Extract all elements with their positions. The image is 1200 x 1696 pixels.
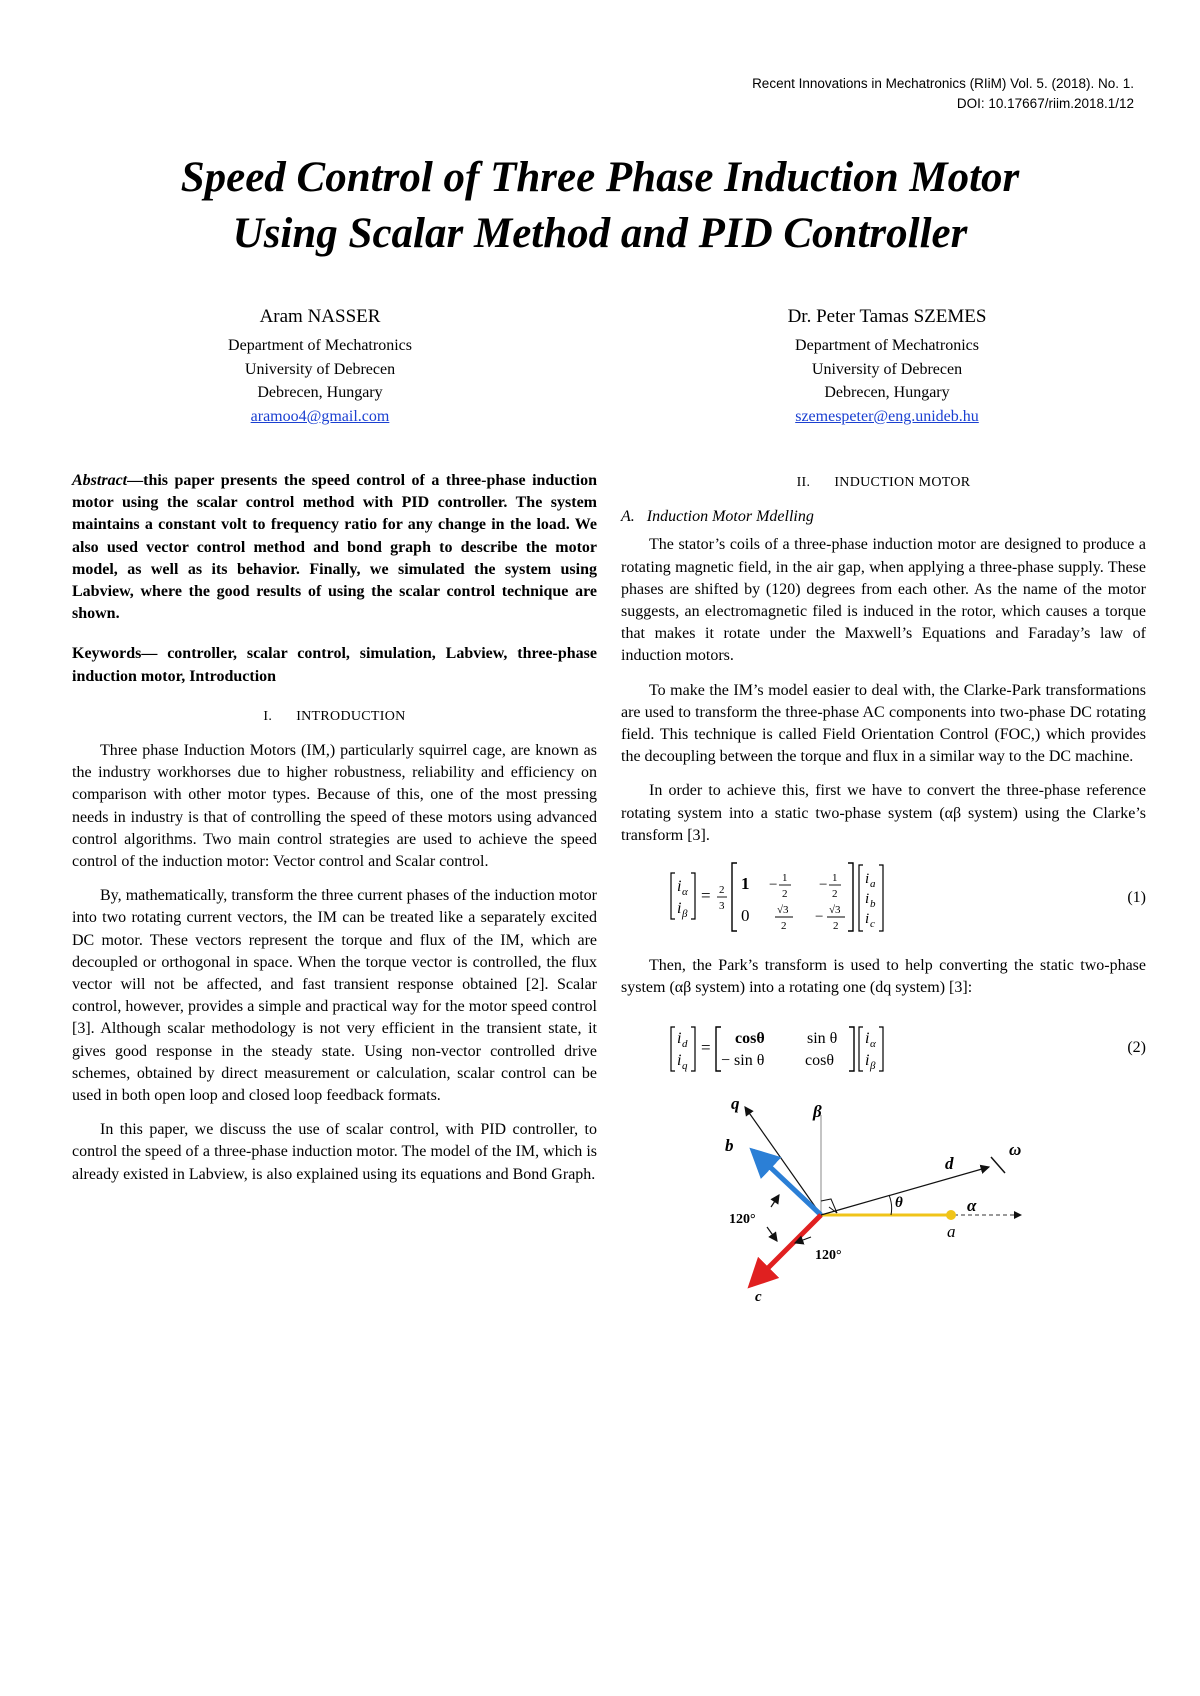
- b-axis: [753, 1151, 821, 1215]
- svg-text:√3: √3: [777, 904, 789, 917]
- label-c: c: [755, 1289, 762, 1306]
- svg-text:i: i: [677, 900, 682, 918]
- journal-line: Recent Innovations in Mechatronics (RIiM) Vol. 5. (2018). No. 1.: [752, 76, 1134, 91]
- doi-line: DOI: 10.17667/riim.2018.1/12: [956, 96, 1134, 111]
- svg-text:i: i: [865, 891, 870, 908]
- svg-text:− sin θ: − sin θ: [721, 1052, 765, 1070]
- svg-text:2: 2: [832, 888, 838, 901]
- svg-text:2: 2: [719, 884, 725, 897]
- paragraph: Three phase Induction Motors (IM,) particularly squirrel cage, are known as the industry workhorses due to higher robustness, reliability and efficiency on comparison with other motor types. Because of this, one of the most pressing needs in industry is that of controlling the speed of these motors using advanced control algorithms. Two main control strategies are used to achieve the speed control of the induction motor: Vector control and Scalar control.: [72, 742, 597, 871]
- svg-text:√3: √3: [829, 904, 841, 917]
- paper-title: [60, 150, 1140, 262]
- svg-text:i: i: [865, 1030, 870, 1048]
- axes-diagram: [711, 1095, 1031, 1321]
- author-name: Dr. Peter Tamas SZEMES: [787, 306, 987, 327]
- svg-text:−: −: [815, 909, 824, 926]
- svg-text:1: 1: [782, 872, 788, 885]
- section-number: II.: [796, 475, 811, 490]
- section-heading-induction-motor: [621, 472, 1146, 494]
- equation-1: [621, 859, 1146, 939]
- c-axis: [751, 1215, 821, 1285]
- right-column: [621, 470, 1146, 1325]
- left-column: [72, 470, 597, 1198]
- svg-text:b: b: [870, 898, 876, 911]
- svg-text:β: β: [870, 1060, 876, 1073]
- label-theta: θ: [895, 1195, 903, 1212]
- svg-text:i: i: [677, 1030, 682, 1048]
- label-angle-2: 120°: [815, 1248, 842, 1264]
- svg-text:1: 1: [832, 872, 838, 885]
- svg-text:1: 1: [741, 874, 750, 894]
- author-email-link[interactable]: szemespeter@eng.unideb.hu: [795, 407, 979, 425]
- author-email-link[interactable]: aramoo4@gmail.com: [250, 407, 390, 425]
- equation-number: (2): [1127, 1039, 1146, 1057]
- clarke-transform-matrix: [669, 859, 969, 939]
- keywords: Keywords— controller, scalar control, simulation, Labview, three-phase induction motor, Introduction: [72, 645, 597, 685]
- label-a: a: [947, 1222, 956, 1242]
- svg-text:cosθ: cosθ: [735, 1030, 765, 1048]
- author-city: Debrecen, Hungary: [257, 384, 383, 401]
- svg-text:i: i: [677, 1052, 682, 1070]
- svg-text:d: d: [682, 1038, 688, 1051]
- abstract: [72, 470, 597, 625]
- section-number: I.: [263, 708, 273, 724]
- svg-text:c: c: [870, 918, 875, 931]
- author-department: Department of Mechatronics: [795, 337, 979, 354]
- author-department: Department of Mechatronics: [228, 337, 412, 354]
- svg-text:cosθ: cosθ: [805, 1052, 834, 1070]
- label-q: q: [731, 1095, 740, 1114]
- author-block-2: [707, 302, 1067, 428]
- section-heading-introduction: [72, 706, 597, 728]
- subsection-heading: [621, 506, 1146, 528]
- svg-text:α: α: [682, 886, 688, 899]
- title-line-1: Speed Control of Three Phase Induction Motor: [180, 154, 1020, 201]
- abstract-lead: Abstract: [72, 472, 128, 489]
- svg-text:3: 3: [719, 900, 725, 913]
- subsection-number: A.: [621, 508, 635, 526]
- svg-text:0: 0: [741, 906, 750, 926]
- paragraph: Then, the Park’s transform is used to help converting the static two-phase system (αβ system) into a rotating one (dq system) [3]:: [621, 957, 1146, 997]
- author-university: University of Debrecen: [244, 360, 396, 378]
- svg-text:i: i: [865, 1052, 870, 1070]
- q-axis: [745, 1107, 821, 1215]
- svg-text:q: q: [682, 1060, 688, 1073]
- svg-text:2: 2: [781, 920, 787, 933]
- equation-number: (1): [1127, 889, 1146, 907]
- title-line-2: Using Scalar Method and PID Controller: [232, 210, 968, 257]
- svg-text:=: =: [701, 1038, 711, 1058]
- section-title: INTRODUCTION: [296, 708, 406, 724]
- svg-text:α: α: [870, 1038, 876, 1051]
- author-name: Aram NASSER: [259, 306, 381, 327]
- svg-text:i: i: [865, 871, 870, 888]
- label-alpha: α: [967, 1196, 977, 1216]
- author-university: University of Debrecen: [811, 360, 963, 378]
- label-b: b: [725, 1136, 734, 1156]
- svg-text:β: β: [682, 908, 688, 921]
- svg-text:a: a: [870, 878, 876, 891]
- author-city: Debrecen, Hungary: [824, 384, 950, 401]
- equation-2: [621, 1019, 1146, 1079]
- park-transform-matrix: [669, 1019, 969, 1079]
- svg-text:i: i: [865, 911, 870, 928]
- svg-text:−: −: [769, 877, 778, 894]
- svg-text:=: =: [701, 886, 711, 906]
- section-title: INDUCTION MOTOR: [834, 475, 971, 490]
- abstract-text: —this paper presents the speed control of a three-phase induction motor using the scalar control method with PID controller. The system maintains a constant volt to frequency ratio for any change in the load. We also used vector control method and bond graph to describe the motor model, as well as its behavior. Finally, we simulated the system using Labview, where the good results of using the scalar control technique are shown.: [72, 472, 597, 623]
- label-d: d: [945, 1154, 954, 1174]
- d-axis: [821, 1167, 989, 1215]
- svg-text:i: i: [677, 878, 682, 896]
- svg-text:2: 2: [782, 888, 788, 901]
- paragraph: By, mathematically, transform the three current phases of the induction motor into two rotating current vectors, the IM can be treated like a separately excited DC motor. These vectors represent the torque and flux of the IM, which are decoupled or orthogonal in space. When the torque vector is controlled, the flux vector will not be affected, and fast transient response obtained [2]. Scalar control, however, provides a simple and practical way for the motor speed control [3]. Although scalar methodology is not very efficient in the transient state, it gives good response in the steady state. Using non-vector controlled drive schemes, obtained by direct measurement or calculation, scalar control can be used in both open loop and closed loop feedback formats.: [72, 887, 597, 1105]
- svg-text:sin θ: sin θ: [807, 1030, 838, 1048]
- label-angle-1: 120°: [729, 1212, 756, 1228]
- subsection-title: Induction Motor Mdelling: [646, 508, 814, 526]
- paragraph: In this paper, we discuss the use of scalar control, with PID controller, to control the speed of a three-phase induction motor. The model of the IM, which is already existed in Labview, is also explained using its equations and Bond Graph.: [72, 1121, 597, 1183]
- label-beta: β: [813, 1102, 822, 1122]
- label-omega: ω: [1009, 1140, 1022, 1160]
- running-head: [752, 74, 1134, 114]
- paragraph: The stator’s coils of a three-phase induction motor are designed to produce a rotating magnetic field, in the air gap, when applying a three-phase supply. These phases are shifted by (120) degrees from each other. As the name of the motor suggests, an electromagnetic filed is induced in the rotor, which causes a torque that makes it rotate under the Maxwell’s Equations and Faraday’s law of induction motors.: [621, 536, 1146, 665]
- reference-frame-figure: [621, 1095, 1146, 1325]
- svg-text:2: 2: [833, 920, 839, 933]
- paragraph: To make the IM’s model easier to deal with, the Clarke-Park transformations are used to transform the three-phase AC components into two-phase DC rotating field. This technique is called Field Orientation Control (FOC,) which provides the decoupling between the torque and flux in a similar way to the DC machine.: [621, 681, 1146, 766]
- svg-text:−: −: [819, 877, 828, 894]
- paragraph: In order to achieve this, first we have to convert the three-phase reference rotating system into a static two-phase system (αβ system) using the Clarke’s transform [3].: [621, 782, 1146, 844]
- author-block-1: [140, 302, 500, 428]
